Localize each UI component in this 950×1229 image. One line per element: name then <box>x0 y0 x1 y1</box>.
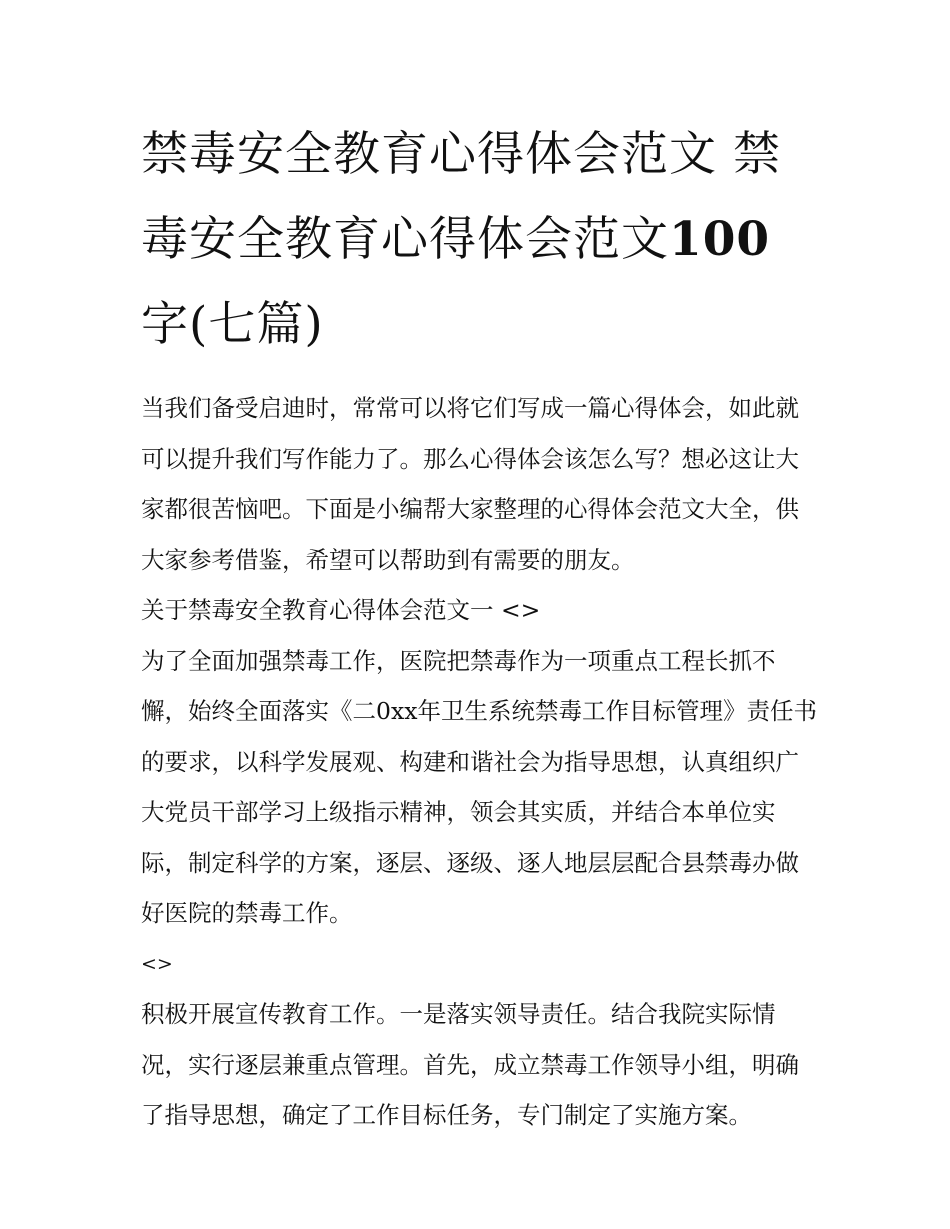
title-line-1: 禁毒安全教育心得体会范文 禁 <box>141 127 781 182</box>
section-heading: 关于禁毒安全教育心得体会范文一 <> <box>141 596 541 624</box>
title-line-3: 字(七篇) <box>141 297 324 352</box>
document-body <box>141 383 821 1141</box>
body-paragraph: 为了全面加强禁毒工作，医院把禁毒作为一项重点工程长抓不懈，始终全面落实《二0xx年卫生系统禁毒工作目标管理》责任书的要求，以科学发展观、构建和谐社会为指导思想，认真组织广大党员干部学习上级指示精神，领会其实质，并结合本单位实际，制定科学的方案，逐层、逐级、逐人地层层配合县禁毒办做好医院的禁毒工作。 <box>141 646 817 927</box>
intro-paragraph: 当我们备受启迪时，常常可以将它们写成一篇心得体会，如此就可以提升我们写作能力了。那么心得体会该怎么写？想必这让大家都很苦恼吧。下面是小编帮大家整理的心得体会范文大全，供大家参考借鉴，希望可以帮助到有需要的朋友。 <box>141 394 799 574</box>
body-paragraph: 积极开展宣传教育工作。一是落实领导责任。结合我院实际情况，实行逐层兼重点管理。首先，成立禁毒工作领导小组，明确了指导思想，确定了工作目标任务，专门制定了实施方案。 <box>141 1000 799 1129</box>
title-line-2: 毒安全教育心得体会范文100 <box>141 212 771 267</box>
document-title <box>141 112 821 367</box>
section-marker: <> <box>141 952 173 975</box>
document-page <box>141 112 821 1141</box>
